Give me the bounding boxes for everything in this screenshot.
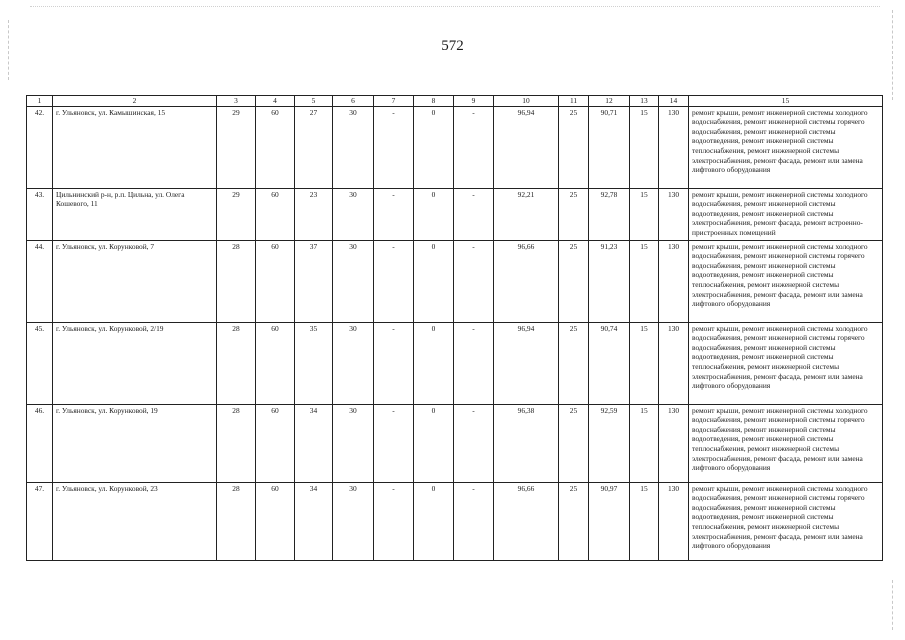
- table-row: [27, 322, 883, 404]
- column-header: 10: [494, 96, 559, 107]
- table-row: [27, 240, 883, 322]
- col13-cell: 15: [630, 106, 659, 188]
- row-number: 43.: [27, 188, 53, 240]
- col4-cell: 60: [256, 482, 295, 560]
- col13-cell: 15: [630, 188, 659, 240]
- col11-cell: 25: [559, 106, 589, 188]
- column-header: 3: [217, 96, 256, 107]
- col10-cell: 96,94: [494, 322, 559, 404]
- address-cell: Цильнинский р-н, р.п. Цильна, ул. Олега Кошевого, 11: [53, 188, 217, 240]
- col14-cell: 130: [659, 188, 689, 240]
- col13-cell: 15: [630, 404, 659, 482]
- col14-cell: 130: [659, 482, 689, 560]
- address-cell: г. Ульяновск, ул. Корунковой, 19: [53, 404, 217, 482]
- address-cell: г. Ульяновск, ул. Корунковой, 23: [53, 482, 217, 560]
- page-number: 572: [441, 38, 464, 54]
- col11-cell: 25: [559, 240, 589, 322]
- col3-cell: 29: [217, 106, 256, 188]
- column-header: 9: [454, 96, 494, 107]
- table-row: [27, 482, 883, 560]
- works-list-cell: ремонт крыши, ремонт инженерной системы холодного водоснабжения, ремонт инженерной системы горячего водоснабжения, ремонт инженерной системы водоотведения, ремонт инженерной системы теплоснабжения, ремонт инженерной системы электроснабжения, ремонт фасада, ремонт или замена лифтового оборудования: [689, 106, 883, 188]
- table-row: [27, 106, 883, 188]
- column-header: 8: [414, 96, 454, 107]
- col14-cell: 130: [659, 106, 689, 188]
- col6-cell: 30: [333, 404, 374, 482]
- col13-cell: 15: [630, 240, 659, 322]
- col3-cell: 29: [217, 188, 256, 240]
- col10-cell: 96,38: [494, 404, 559, 482]
- row-number: 47.: [27, 482, 53, 560]
- column-header: 7: [374, 96, 414, 107]
- col6-cell: 30: [333, 240, 374, 322]
- column-header: 2: [53, 96, 217, 107]
- col8-cell: 0: [414, 106, 454, 188]
- col7-cell: -: [374, 404, 414, 482]
- col9-cell: -: [454, 188, 494, 240]
- col9-cell: -: [454, 404, 494, 482]
- works-list-cell: ремонт крыши, ремонт инженерной системы холодного водоснабжения, ремонт инженерной системы водоотведения, ремонт инженерной системы электроснабжения, ремонт фасада, ремонт встроенно-пристроенных помещений: [689, 188, 883, 240]
- col6-cell: 30: [333, 482, 374, 560]
- col4-cell: 60: [256, 106, 295, 188]
- col3-cell: 28: [217, 482, 256, 560]
- col13-cell: 15: [630, 482, 659, 560]
- address-cell: г. Ульяновск, ул. Корунковой, 7: [53, 240, 217, 322]
- col4-cell: 60: [256, 404, 295, 482]
- table-row: [27, 404, 883, 482]
- col14-cell: 130: [659, 404, 689, 482]
- col9-cell: -: [454, 482, 494, 560]
- col10-cell: 96,94: [494, 106, 559, 188]
- col6-cell: 30: [333, 188, 374, 240]
- col5-cell: 34: [295, 482, 333, 560]
- row-number: 44.: [27, 240, 53, 322]
- column-header: 14: [659, 96, 689, 107]
- col3-cell: 28: [217, 404, 256, 482]
- column-header: 1: [27, 96, 53, 107]
- table-body: [27, 96, 883, 561]
- col12-cell: 92,59: [589, 404, 630, 482]
- col5-cell: 34: [295, 404, 333, 482]
- table-header-row: [27, 96, 883, 107]
- col12-cell: 90,74: [589, 322, 630, 404]
- col9-cell: -: [454, 240, 494, 322]
- address-cell: г. Ульяновск, ул. Корунковой, 2/19: [53, 322, 217, 404]
- col9-cell: -: [454, 322, 494, 404]
- col6-cell: 30: [333, 322, 374, 404]
- scan-artifact-top: [30, 6, 880, 7]
- col8-cell: 0: [414, 482, 454, 560]
- col10-cell: 96,66: [494, 240, 559, 322]
- column-header: 6: [333, 96, 374, 107]
- column-header: 5: [295, 96, 333, 107]
- col11-cell: 25: [559, 188, 589, 240]
- col14-cell: 130: [659, 322, 689, 404]
- scan-artifact-right-bottom: [892, 580, 893, 630]
- address-cell: г. Ульяновск, ул. Камышинская, 15: [53, 106, 217, 188]
- col4-cell: 60: [256, 322, 295, 404]
- col8-cell: 0: [414, 404, 454, 482]
- col6-cell: 30: [333, 106, 374, 188]
- row-number: 46.: [27, 404, 53, 482]
- column-header: 12: [589, 96, 630, 107]
- col10-cell: 96,66: [494, 482, 559, 560]
- col5-cell: 23: [295, 188, 333, 240]
- works-list-cell: ремонт крыши, ремонт инженерной системы холодного водоснабжения, ремонт инженерной системы горячего водоснабжения, ремонт инженерной системы водоотведения, ремонт инженерной системы теплоснабжения, ремонт инженерной системы электроснабжения, ремонт фасада, ремонт или замена лифтового оборудования: [689, 322, 883, 404]
- col12-cell: 90,97: [589, 482, 630, 560]
- row-number: 42.: [27, 106, 53, 188]
- col4-cell: 60: [256, 188, 295, 240]
- col14-cell: 130: [659, 240, 689, 322]
- housing-repair-table: [26, 95, 883, 561]
- col9-cell: -: [454, 106, 494, 188]
- table-row: [27, 188, 883, 240]
- col7-cell: -: [374, 322, 414, 404]
- column-header: 11: [559, 96, 589, 107]
- col12-cell: 92,78: [589, 188, 630, 240]
- column-header: 13: [630, 96, 659, 107]
- column-header: 4: [256, 96, 295, 107]
- col3-cell: 28: [217, 322, 256, 404]
- col4-cell: 60: [256, 240, 295, 322]
- row-number: 45.: [27, 322, 53, 404]
- works-list-cell: ремонт крыши, ремонт инженерной системы холодного водоснабжения, ремонт инженерной системы горячего водоснабжения, ремонт инженерной системы водоотведения, ремонт инженерной системы теплоснабжения, ремонт инженерной системы электроснабжения, ремонт фасада, ремонт или замена лифтового оборудования: [689, 482, 883, 560]
- scan-artifact-right: [892, 10, 893, 100]
- works-list-cell: ремонт крыши, ремонт инженерной системы холодного водоснабжения, ремонт инженерной системы горячего водоснабжения, ремонт инженерной системы водоотведения, ремонт инженерной системы теплоснабжения, ремонт инженерной системы электроснабжения, ремонт фасада, ремонт или замена лифтового оборудования: [689, 404, 883, 482]
- col11-cell: 25: [559, 404, 589, 482]
- col8-cell: 0: [414, 188, 454, 240]
- col10-cell: 92,21: [494, 188, 559, 240]
- col5-cell: 37: [295, 240, 333, 322]
- col7-cell: -: [374, 240, 414, 322]
- col3-cell: 28: [217, 240, 256, 322]
- col12-cell: 91,23: [589, 240, 630, 322]
- col11-cell: 25: [559, 322, 589, 404]
- col13-cell: 15: [630, 322, 659, 404]
- col12-cell: 90,71: [589, 106, 630, 188]
- column-header: 15: [689, 96, 883, 107]
- col8-cell: 0: [414, 322, 454, 404]
- col7-cell: -: [374, 482, 414, 560]
- works-list-cell: ремонт крыши, ремонт инженерной системы холодного водоснабжения, ремонт инженерной системы горячего водоснабжения, ремонт инженерной системы водоотведения, ремонт инженерной системы теплоснабжения, ремонт инженерной системы электроснабжения, ремонт фасада, ремонт или замена лифтового оборудования: [689, 240, 883, 322]
- col7-cell: -: [374, 188, 414, 240]
- col5-cell: 27: [295, 106, 333, 188]
- col11-cell: 25: [559, 482, 589, 560]
- col7-cell: -: [374, 106, 414, 188]
- col8-cell: 0: [414, 240, 454, 322]
- col5-cell: 35: [295, 322, 333, 404]
